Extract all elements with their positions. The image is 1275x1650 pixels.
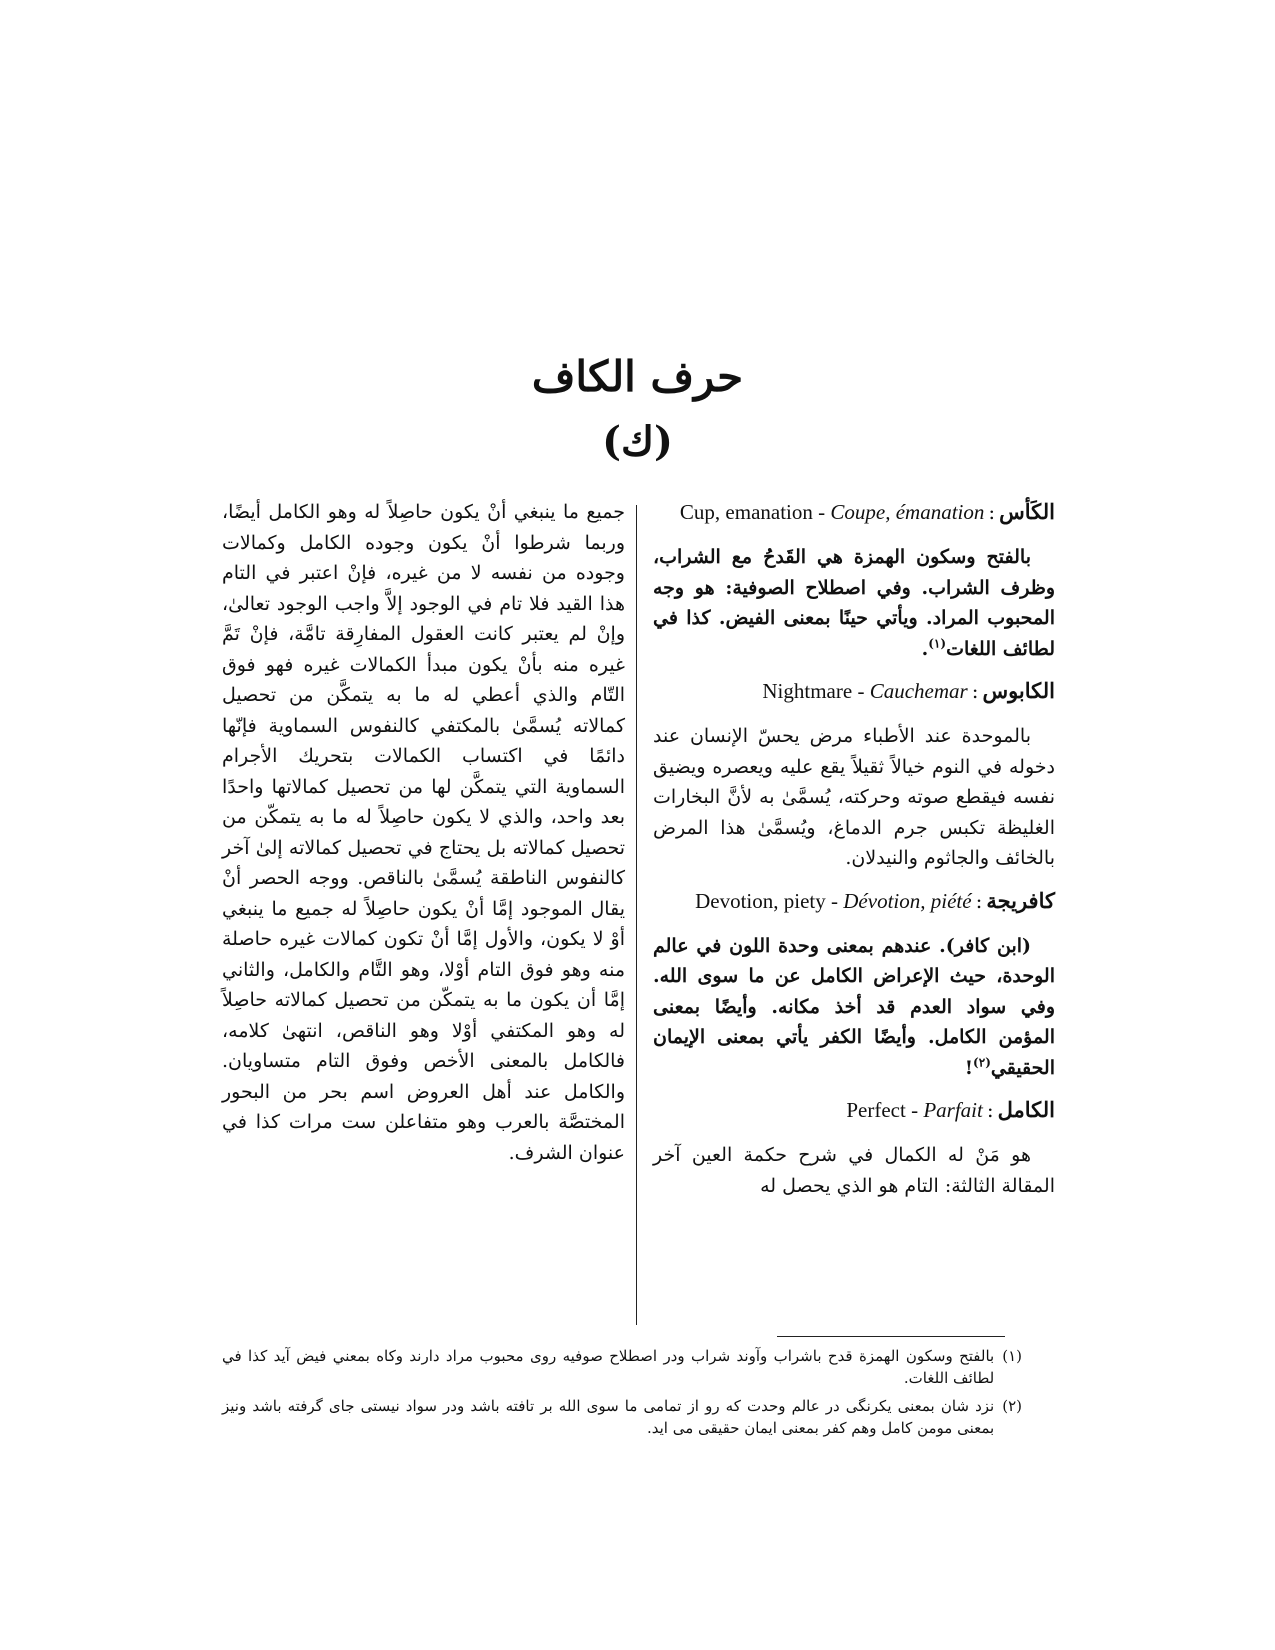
entry-body-kafirija: [653, 931, 1055, 1084]
footnote-rule: [777, 1336, 1005, 1337]
translation-en: Nightmare: [762, 679, 853, 703]
entry-body-al-kas: [653, 542, 1055, 664]
entry-colon: :: [971, 679, 979, 703]
entry-continuation-al-kamil: جميع ما ينبغي أنْ يكون حاصِلاً له وهو الكامل أيضًا، وربما شرطوا أنْ يكون وجوده الكامل وكمالات وجوده من نفسه لا من غيره، فإنْ اعتبر في التام هذا القيد فلا تام في الوجود إلاَّ واجب الوجود تعالىٰ، وإنْ لم يعتبر كانت العقول المفارِقة تامَّة، فإنْ تَمَّ غيره منه بأنْ يكون مبدأ الكمالات غيره فهو فوق التّام والذي أعطي له ما به يتمكَّن من تحصيل كمالاته يُسمَّىٰ بالمكتفي كالنفوس السماوية فإنّها دائمًا في اكتساب الكمالات بتحريك الأجرام السماوية التي يتمكَّن لها من تحصيل كمالاتها واحدًا بعد واحد، والذي لا يكون حاصِلاً له ما به يتمكّن من تحصيل كمالاته بل يحتاج في تحصيل كمالاته إلىٰ آخر كالنفوس الناطقة يُسمَّىٰ بالناقص. ووجه الحصر أنْ يقال الموجود إمَّا أنْ يكون حاصِلاً له جميع ما ينبغي أوْ لا يكون، والأول إمَّا أنْ تكون كمالات غيره حاصلة منه وهو فوق التام أوْلا، وهو التَّام والكامل، والثاني إمَّا أن يكون ما به يتمكّن من تحصيل كمالاته حاصِلاً له وهو المكتفي أوْلا وهو الناقص، انتهىٰ كلامه، فالكامل بالمعنى الأخص وفوق التام متساويان. والكامل عند أهل العروض اسم بحر من البحور المختصَّة بالعرب وهو متفاعلن ست مرات كذا في عنوان الشرف.: [222, 501, 625, 1164]
entry-term: الكَأس: [999, 499, 1055, 524]
translation-separator: -: [812, 500, 831, 524]
translation-fr: Cauchemar: [869, 679, 968, 703]
footnote-number: (٢): [1002, 1397, 1022, 1415]
entry-head-al-kas: [653, 497, 1055, 528]
entry-term: الكامل: [997, 1097, 1055, 1122]
translation-separator: -: [905, 1098, 924, 1122]
entry-translation: [846, 1098, 982, 1122]
translation-fr: Dévotion, piété: [843, 888, 972, 913]
entry-end: .: [921, 637, 929, 660]
footnote-ref: (١): [928, 636, 947, 651]
footnote-number: (١): [1002, 1347, 1022, 1365]
footnote-ref: (٢): [973, 1055, 991, 1070]
entry-term: الكابوس: [982, 678, 1055, 703]
footnote-1: [222, 1345, 1022, 1389]
entry-head-al-kabus: [653, 676, 1055, 707]
entry-body-al-kabus: بالموحدة عند الأطباء مرض يحسّ الإنسان عند دخوله في النوم خيالاً ثقيلاً يقع عليه ويعصره ويضيق نفسه فيقطع صوته وحركته، يُسمَّىٰ به لأنَّ البخارات الغليظة تكبس جرم الدماغ، ويُسمَّىٰ هذا المرض بالخائف والجاثوم والنيدلان.: [653, 725, 1055, 869]
entry-translation: [762, 679, 967, 703]
translation-en: Devotion, piety: [695, 888, 826, 913]
entry-colon: :: [975, 888, 983, 913]
entry-colon: :: [986, 1098, 994, 1122]
entry-term: كافريجة: [986, 887, 1055, 913]
footnote-text: بالفتح وسكون الهمزة قدح باشراب وآوند شراب ودر اصطلاح صوفيه روى محبوب مراد دارند وكاه بمعني فيض آيد كذا في لطائف اللغات.: [222, 1347, 995, 1387]
translation-fr: Coupe, émanation: [830, 500, 985, 524]
right-column: [653, 497, 1055, 1213]
translation-fr: Parfait: [923, 1098, 983, 1122]
entry-end: !: [964, 1056, 974, 1079]
entry-translation: [680, 500, 984, 524]
entry-translation: [695, 889, 971, 913]
column-divider: [636, 505, 637, 1325]
entry-text: بالفتح وسكون الهمزة هي القَدحُ مع الشراب، وظرف الشراب. وفي اصطلاح الصوفية: هو وجه المحبوب المراد. ويأتي حينًا بمعنى الفيض. كذا في لطائف اللغات: [653, 546, 1055, 660]
chapter-title: حرف الكاف: [531, 352, 744, 401]
translation-separator: -: [852, 679, 870, 703]
translation-separator: -: [825, 888, 844, 913]
chapter-letter: (ك): [602, 418, 673, 465]
translation-en: Perfect: [846, 1098, 906, 1122]
entry-head-al-kamil: [653, 1095, 1055, 1126]
footnotes: [222, 1345, 1022, 1445]
entry-head-kafirija: [653, 886, 1055, 917]
footnote-text: نزد شان بمعنى يكرنگى در عالم وحدت كه رو از تمامى ما سوى الله بر تافته باشد ودر سواد نيستى جاى گرفته باشد ونيز بمعنى مومن كامل وهم كفر بمعنى ايمان حقيقى مى ايد.: [222, 1397, 995, 1437]
entry-colon: :: [988, 500, 996, 524]
entry-text: (ابن كافر). عندهم بمعنى وحدة اللون في عالم الوحدة، حيث الإعراض الكامل عن ما سوى الله. وفي سواد العدم قد أخذ مكانه. وأيضًا بمعنى المؤمن الكامل. وأيضًا الكفر يأتي بمعنى الإيمان الحقيقي: [653, 934, 1055, 1079]
translation-en: Cup, emanation: [679, 500, 813, 524]
footnote-2: [222, 1395, 1022, 1439]
entry-body-al-kamil: هو مَنْ له الكمال في شرح حكمة العين آخر المقالة الثالثة: التام هو الذي يحصل له: [653, 1144, 1055, 1197]
left-column: [222, 497, 625, 1168]
